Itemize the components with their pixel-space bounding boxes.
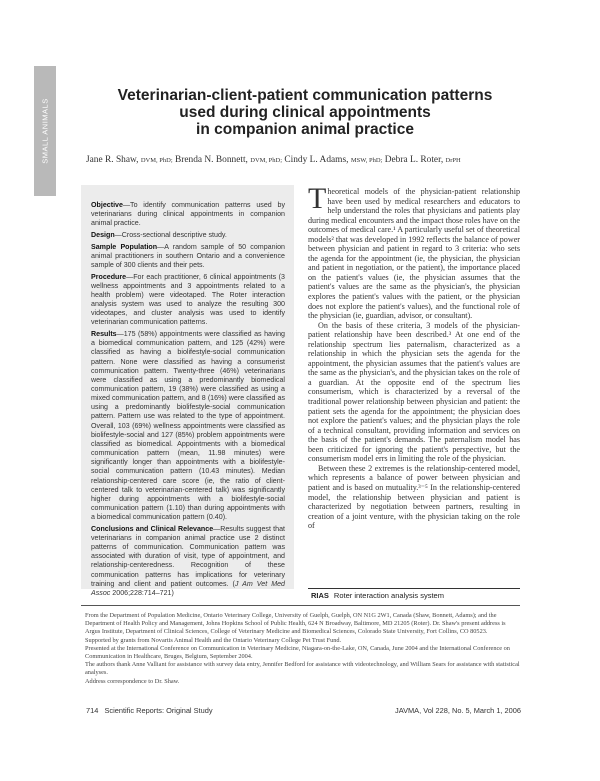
title-line: in companion animal practice	[196, 121, 414, 138]
abbreviation-code: RIAS	[311, 591, 329, 600]
footnote-divider	[81, 605, 520, 606]
title-line: Veterinarian-client-patient communication patterns	[117, 87, 493, 104]
body-paragraph: On the basis of these criteria, 3 models of the physician-patient relationship have been described.³ At one end of the relationship spectrum lies paternalism, characterized as a relationship in which the physician sets the agenda for the appointment, the physician assumes that the patient's values are the same as the physician's, and the physician takes on the role of a guardian. At the opposite end of the spectrum lies consumerism, which is characterized by a reversal of the traditional power relationship between physician and patient: the patient sets the agenda for the appointment; the physician does not explore the patient's values; and the physician plays the role of a technical consultant, providing information and services on the basis of the patient's demands. The paternalism model has been criticized for ignoring the patient's perspective, but the consumerism model errs in limiting the role of the physician.	[308, 320, 520, 464]
drop-cap: T	[308, 182, 327, 215]
author-name: Cindy L. Adams,	[284, 155, 349, 165]
abstract-text: —To identify communication patterns used by veterinarians during clinical appointments in companion animal practice.	[91, 201, 285, 228]
author-name: Jane R. Shaw,	[86, 155, 139, 165]
author-degrees: DrPH	[445, 157, 461, 164]
page-number: 714 Scientific Reports: Original Study	[86, 706, 213, 715]
abstract-results	[91, 330, 285, 522]
citation-details: 2006;228:714–721)	[110, 588, 174, 597]
author-degrees: DVM, PhD;	[140, 157, 173, 164]
abstract-text: —A random sample of 50 companion animal practitioners in southern Ontario and a convenience sample of 300 clients and their pets.	[91, 242, 285, 269]
abstract-label: Procedure	[91, 272, 127, 281]
footnote: Supported by grants from Novartis Animal Health and the Ontario Veterinary College Pet Trust Fund.	[85, 636, 342, 644]
abbreviation-entry	[311, 591, 444, 600]
author-name: Brenda N. Bonnett,	[175, 155, 248, 165]
footnote: Address correspondence to Dr. Shaw.	[85, 677, 180, 685]
body-paragraph: Between these 2 extremes is the relationship-centered model, which represents a balance of power between physician and patient and is based on mutuality.³⁻⁵ In the relationship-centered model, the relationship between physician and patient is characterized by negotiation between partners, resulting in creation of a joint venture, with the physician taking on the role of	[308, 463, 520, 531]
title-line: used during clinical appointments	[179, 104, 431, 121]
body-text: heoretical models of the physician-patient relationship have been used by medical researchers and educators to help understand the roles that physicians and patients play during medical encounters and the impact those roles have on the outcomes of medical care.¹ A particularly useful set of theoretical models² that was developed in 1992 reflects the balance of power between physician and patient in regard to 3 criteria: who sets the agenda for the appointment (ie, the physician, the physician and patient in negotiation, or the patient), the importance placed on the patient's values (ie, the physician assumes that the patient's values are the same as the physician's, the physician explores the patient's values with the patient, or the physician does not explore the patient's values), and the functional role of the physician (ie, guardian, advisor, or consultant).	[308, 187, 520, 321]
section-tab-label: SMALL ANIMALS	[40, 98, 50, 164]
abstract-label: Design	[91, 230, 115, 239]
abstract-text: —For each practitioner, 6 clinical appointments (3 wellness appointments and 3 appointments related to a health problem) were videotaped. The Roter interaction analysis system was used to analyze the resulting 300 videotapes, and cluster analysis was used to identify veterinarian communication patterns.	[91, 272, 285, 327]
abstract-sample	[91, 243, 285, 270]
abstract-label: Objective	[91, 201, 123, 209]
body-paragraph	[308, 182, 520, 321]
abstract-design	[91, 231, 285, 240]
abstract-label: Sample Population	[91, 242, 158, 251]
citation-journal: J Am Vet Med Assoc	[91, 579, 285, 597]
article-title	[70, 87, 540, 138]
footnotes	[85, 612, 520, 686]
journal-citation: JAVMA, Vol 228, No. 5, March 1, 2006	[395, 706, 521, 715]
footnote: The authors thank Anne Valliant for assistance with survey data entry, Jennifer Bedford for assistance with videotechnology, and William Sears for assistance with statistical analyses.	[85, 661, 520, 677]
author-degrees: MSW, PhD;	[350, 157, 383, 164]
abstract-content	[91, 201, 285, 601]
abbreviation-text: Roter interaction analysis system	[333, 591, 444, 600]
abstract-objective	[91, 201, 285, 228]
footnote: Presented at the International Conference on Communication in Veterinary Medicine, Niagara-on-the-Lake, ON, Canada, June 2004 and the International Conference on Communication in Healthcare, Bruges, Belgium, September 2004.	[85, 644, 510, 661]
author-list	[86, 155, 556, 165]
abstract-conclusions	[91, 525, 285, 598]
footnote: From the Department of Population Medicine, Ontario Veterinary College, University of Guelph, Guelph, ON N1G 2W1, Canada (Shaw, Bonnett, Adams); and the Department of Health Policy and Management, Johns Hopkins School of Public Health, 624 N Broadway, Baltimore, MD 21205 (Roter). Dr. Shaw's present address is Argus Institute, Department of Clinical Sciences, College of Veterinary Medicine and Biomedical Sciences, Colorado State University, Fort Collins, CO 80523.	[85, 612, 506, 636]
abstract-procedure	[91, 273, 285, 328]
abstract-label: Conclusions and Clinical Relevance	[91, 524, 214, 533]
abbreviation-divider	[308, 588, 520, 589]
abstract-text: —Results suggest that veterinarians in companion animal practice use 2 distinct patterns of communication. Communication pattern was associated with duration of visit, type of appointment, and relationship-centeredness. Recognition of these communication patterns has implications for veterinary training and client and patient outcomes. (	[91, 524, 285, 588]
author-degrees: DVM, PhD;	[250, 157, 283, 164]
section-tab	[34, 66, 56, 196]
abstract-text: —Cross-sectional descriptive study.	[114, 230, 227, 239]
author-name: Debra L. Roter,	[384, 155, 444, 165]
abstract-text: —175 (58%) appointments were classified as having a biomedical communication pattern, and 125 (42%) were classified as having a biolifestyle-social communication pattern. None were classified as having a consumerist communication pattern. Twenty-three (46%) veterinarians were classified as using a predominantly biomedical communication pattern, 19 (38%) were classified as using a mixed communication pattern, and 8 (16%) were classified as using a predominantly biolifestyle-social communication pattern. Pattern use was related to the type of appointment. Overall, 103 (69%) wellness appointments were classified as biolifestyle-social and 127 (85%) problem appointments were classified as biomedical. Appointments with a biomedical communication pattern (mean, 11.98 minutes) were significantly longer than appointments with a biolifestyle-social communication pattern (10.43 minutes). Median relationship-centered care score (ie, the ratio of client-centered talk to veterinarian-centered talk) was significantly higher during appointments with a biolifestyle-social communication pattern (1.10) than during appointments with a biomedical communication pattern (0.40).	[91, 330, 285, 522]
abstract-label: Results	[91, 330, 117, 339]
abstract-box	[81, 185, 294, 597]
body-column	[308, 182, 520, 531]
